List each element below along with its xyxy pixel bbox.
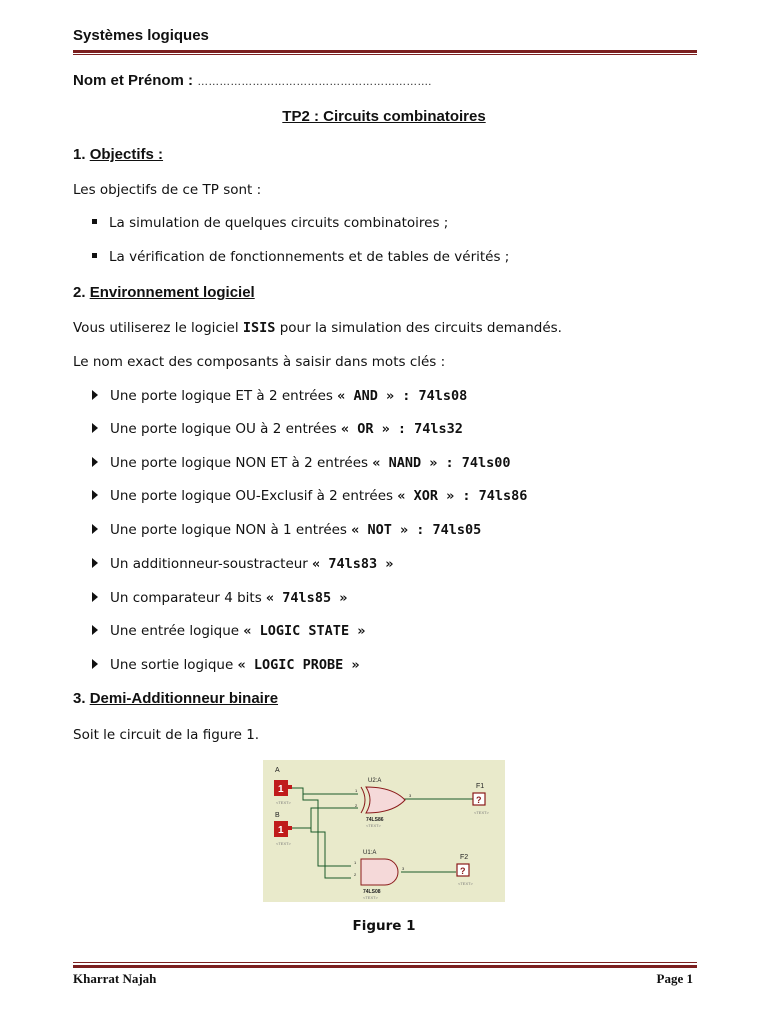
header-rule — [73, 50, 697, 53]
footer-rule — [73, 965, 697, 968]
header-title: Systèmes logiques — [73, 27, 209, 44]
section-3-heading — [73, 690, 278, 707]
section-3-title: Demi-Additionneur binaire — [89, 690, 279, 707]
input-b-tag: <TEXT> — [276, 841, 291, 846]
square-bullet-icon — [92, 253, 97, 258]
objective-text: La vérification de fonctionnements et de tables de vérités ; — [109, 249, 510, 265]
footer-rule-thin — [73, 962, 697, 963]
component-code: « AND » : 74ls08 — [337, 388, 468, 404]
component-item — [92, 657, 360, 673]
section-1-intro: Les objectifs de ce TP sont : — [73, 182, 262, 198]
figure-caption: Figure 1 — [352, 918, 416, 934]
name-label: Nom et Prénom : — [73, 72, 194, 89]
component-text: Une porte logique NON à 1 entrées — [110, 522, 352, 538]
xor-pin1: 1 — [355, 788, 358, 793]
logic-state-b — [274, 812, 292, 846]
section-2-paragraph-2: Le nom exact des composants à saisir dans mots clés : — [73, 354, 446, 370]
and-gate — [354, 850, 405, 900]
and-pin1: 1 — [354, 860, 357, 865]
section-2-paragraph-1 — [73, 320, 562, 336]
component-text: Un additionneur-soustracteur — [110, 556, 313, 572]
component-item — [92, 455, 511, 471]
section-3-number: 3. — [73, 690, 86, 707]
logic-state-a — [274, 767, 292, 805]
circuit-figure — [263, 760, 505, 902]
component-text: Une porte logique OU à 2 entrées — [110, 421, 341, 437]
probe-f1-value: ? — [476, 795, 482, 805]
probe-f2-label: F2 — [460, 854, 469, 861]
xor-pin2: 2 — [355, 803, 358, 808]
component-text: Une entrée logique — [110, 623, 244, 639]
component-code: « XOR » : 74ls86 — [397, 488, 528, 504]
document-title: TP2 : Circuits combinatoires — [282, 108, 486, 125]
component-item — [92, 623, 365, 639]
input-a-label: A — [275, 767, 280, 774]
triangle-bullet-icon — [92, 524, 98, 534]
section-1-title: Objectifs : — [89, 146, 164, 163]
triangle-bullet-icon — [92, 558, 98, 568]
component-item — [92, 590, 347, 606]
component-text: Une porte logique ET à 2 entrées — [110, 388, 338, 404]
component-item — [92, 421, 463, 437]
triangle-bullet-icon — [92, 457, 98, 467]
component-code: « LOGIC STATE » — [243, 623, 366, 639]
name-dots: ………………………………………………………. — [197, 76, 432, 88]
component-text: Une porte logique OU-Exclusif à 2 entrées — [110, 488, 398, 504]
objective-item — [92, 215, 448, 231]
and-pin3: 3 — [402, 866, 405, 871]
component-text: Une sortie logique — [110, 657, 238, 673]
component-text: Une porte logique NON ET à 2 entrées — [110, 455, 373, 471]
input-b-label: B — [275, 812, 280, 819]
section-2-title: Environnement logiciel — [89, 284, 255, 301]
component-item — [92, 388, 467, 404]
component-code: « LOGIC PROBE » — [237, 657, 360, 673]
and-pin2: 2 — [354, 872, 357, 877]
header-rule-thin — [73, 54, 697, 55]
objective-item — [92, 249, 509, 265]
triangle-bullet-icon — [92, 490, 98, 500]
triangle-bullet-icon — [92, 390, 98, 400]
objective-text: La simulation de quelques circuits combinatoires ; — [109, 215, 449, 231]
input-b-value: 1 — [278, 825, 284, 836]
component-code: « OR » : 74ls32 — [340, 421, 463, 437]
component-text: Un comparateur 4 bits — [110, 590, 267, 606]
p1-text: Vous utiliserez le logiciel — [73, 320, 243, 336]
xor-ref: U2:A — [368, 778, 382, 784]
logic-probe-f2 — [457, 854, 474, 886]
section-1-heading — [73, 146, 163, 163]
p1-text-end: pour la simulation des circuits demandés. — [275, 320, 562, 336]
section-1-number: 1. — [73, 146, 86, 163]
input-a-value: 1 — [278, 784, 284, 795]
and-tag: <TEXT> — [363, 895, 378, 900]
component-code: « NAND » : 74ls00 — [372, 455, 511, 471]
footer-page-number: Page 1 — [656, 971, 693, 986]
square-bullet-icon — [92, 219, 97, 224]
section-2-number: 2. — [73, 284, 86, 301]
section-2-heading — [73, 284, 255, 301]
probe-f1-tag: <TEXT> — [474, 810, 489, 815]
component-code: « 74ls85 » — [266, 590, 348, 606]
probe-f2-value: ? — [460, 866, 466, 876]
triangle-bullet-icon — [92, 625, 98, 635]
xor-pin3: 3 — [409, 793, 412, 798]
component-item — [92, 556, 393, 572]
input-a-tag: <TEXT> — [276, 800, 291, 805]
triangle-bullet-icon — [92, 423, 98, 433]
probe-f1-label: F1 — [476, 783, 485, 790]
software-name: ISIS — [242, 320, 276, 336]
component-item — [92, 488, 527, 504]
component-item — [92, 522, 481, 538]
and-part: 74LS08 — [363, 889, 381, 895]
triangle-bullet-icon — [92, 659, 98, 669]
component-code: « 74ls83 » — [312, 556, 394, 572]
xor-gate — [355, 778, 412, 828]
logic-probe-f1 — [473, 783, 490, 815]
component-code: « NOT » : 74ls05 — [351, 522, 482, 538]
probe-f2-tag: <TEXT> — [458, 881, 473, 886]
and-ref: U1:A — [363, 850, 377, 856]
half-adder-schematic — [263, 760, 505, 902]
footer-author: Kharrat Najah — [73, 971, 157, 986]
xor-part: 74LS86 — [366, 817, 384, 823]
xor-tag: <TEXT> — [366, 823, 381, 828]
triangle-bullet-icon — [92, 592, 98, 602]
section-3-intro: Soit le circuit de la figure 1. — [73, 727, 260, 743]
name-line — [73, 72, 431, 89]
